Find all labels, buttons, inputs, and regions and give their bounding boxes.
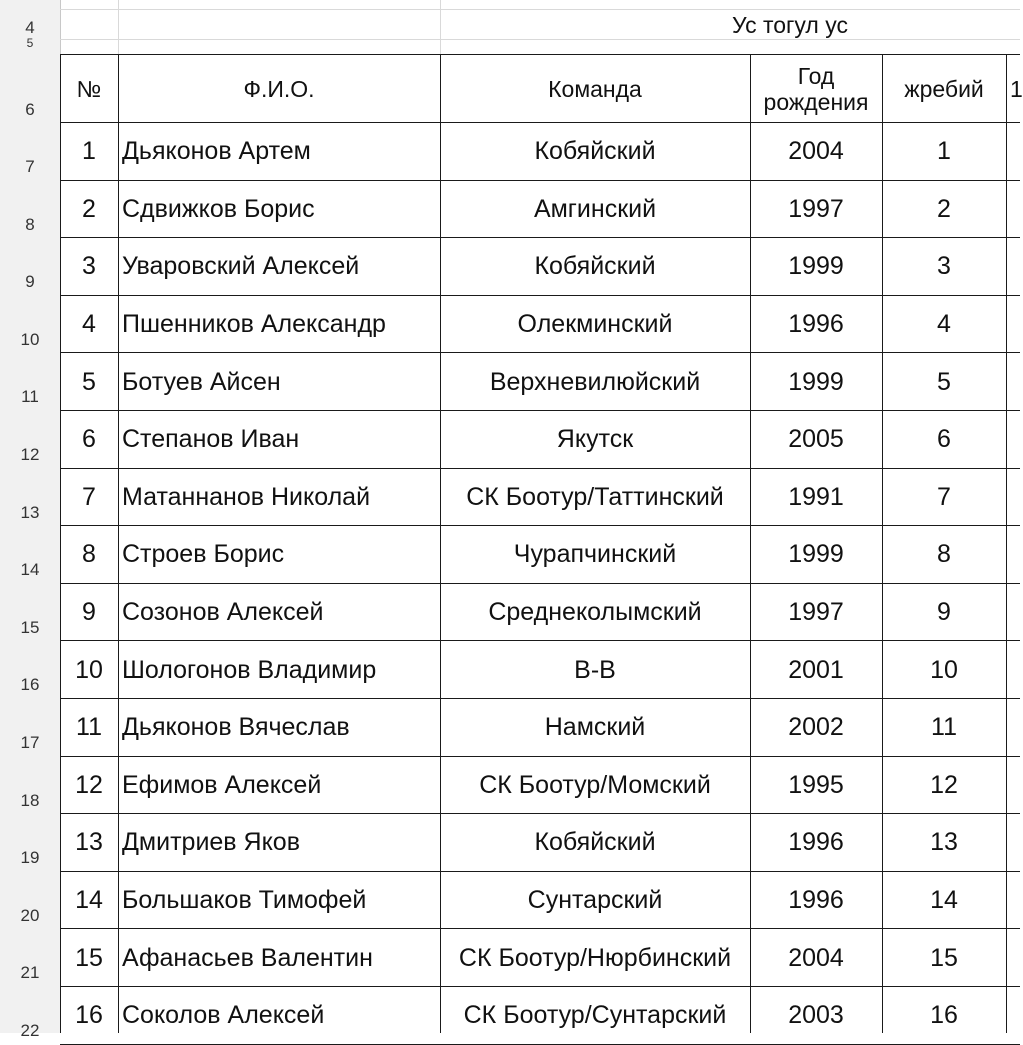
grid-line: [60, 813, 1020, 814]
cell-birth-year[interactable]: 2005: [788, 425, 844, 454]
cell-number[interactable]: 12: [75, 770, 103, 799]
cell-number[interactable]: 8: [82, 540, 96, 569]
cell-lot[interactable]: 11: [931, 713, 957, 742]
cell-number[interactable]: 16: [75, 1001, 103, 1030]
cell-lot[interactable]: 8: [937, 540, 951, 569]
cell-lot[interactable]: 16: [930, 1001, 958, 1030]
row-number-label[interactable]: 8: [25, 214, 35, 234]
cell-full-name[interactable]: Матаннанов Николай: [122, 482, 371, 511]
cell-team[interactable]: Кобяйский: [534, 252, 656, 281]
grid-line: [60, 871, 1020, 872]
cell-number[interactable]: 7: [82, 482, 96, 511]
grid-line: [60, 237, 1020, 238]
row-number-label[interactable]: 4: [25, 18, 35, 37]
cell-team[interactable]: СК Боотур/Нюрбинский: [458, 943, 732, 972]
row-number-label[interactable]: 16: [20, 675, 40, 695]
grid-line: [60, 928, 1020, 929]
cell-full-name[interactable]: Уваровский Алексей: [122, 252, 360, 281]
cell-birth-year[interactable]: 1999: [788, 540, 844, 569]
cell-full-name[interactable]: Созонов Алексей: [122, 598, 324, 627]
cell-full-name[interactable]: Шологонов Владимир: [122, 655, 377, 684]
row-number-label[interactable]: 22: [20, 1021, 40, 1040]
cell-team[interactable]: СК Боотур/Таттинский: [466, 482, 724, 511]
cell-team[interactable]: СК Боотур/Сунтарский: [463, 1001, 727, 1030]
header-birth-year-line1: Год: [797, 62, 835, 89]
cell-lot[interactable]: 9: [937, 598, 951, 627]
cell-number[interactable]: 6: [82, 425, 96, 454]
cell-birth-year[interactable]: 1995: [788, 770, 844, 799]
cell-birth-year[interactable]: 1999: [788, 367, 844, 396]
cell-team[interactable]: Кобяйский: [534, 137, 656, 166]
row-number-label[interactable]: 19: [20, 848, 40, 868]
cell-full-name[interactable]: Сдвижков Борис: [122, 194, 315, 223]
cell-full-name[interactable]: Ботуев Айсен: [122, 367, 281, 396]
sheet-title-cell[interactable]: Ус тогул ус: [732, 11, 848, 38]
cell-birth-year[interactable]: 1999: [788, 252, 844, 281]
cell-lot[interactable]: 10: [930, 655, 958, 684]
header-birth-year-line2: рождения: [763, 88, 869, 115]
cell-full-name[interactable]: Соколов Алексей: [122, 1001, 325, 1030]
grid-line: [60, 583, 1020, 584]
cell-number[interactable]: 4: [82, 310, 96, 339]
cell-team[interactable]: Олекминский: [517, 310, 673, 339]
cell-lot[interactable]: 3: [937, 252, 951, 281]
cell-team[interactable]: Верхневилюйский: [489, 367, 701, 396]
grid-line: [440, 0, 441, 54]
cell-lot[interactable]: 5: [937, 367, 951, 396]
grid-line: [60, 986, 1020, 987]
row-number-label[interactable]: 13: [20, 502, 40, 522]
cell-number[interactable]: 3: [82, 252, 96, 281]
cell-full-name[interactable]: Дьяконов Артем: [122, 137, 311, 166]
row-number-label[interactable]: 15: [20, 617, 40, 637]
cell-number[interactable]: 15: [75, 943, 103, 972]
cell-birth-year[interactable]: 1996: [788, 828, 844, 857]
cell-full-name[interactable]: Строев Борис: [122, 540, 285, 569]
row-number-label[interactable]: 7: [25, 157, 35, 176]
cell-birth-year[interactable]: 2001: [788, 655, 844, 684]
cell-full-name[interactable]: Степанов Иван: [122, 425, 300, 454]
grid-line: [60, 122, 1020, 123]
row-number-label[interactable]: 11: [21, 387, 39, 407]
cell-full-name[interactable]: Большаков Тимофей: [122, 886, 367, 915]
row-number-label[interactable]: 12: [20, 445, 40, 464]
grid-line: [118, 54, 119, 1033]
header-lot[interactable]: жребий: [904, 75, 984, 102]
header-birth-year[interactable]: [750, 55, 882, 122]
row-header-column: [0, 0, 61, 1040]
cell-birth-year[interactable]: 2003: [788, 1001, 844, 1030]
header-team[interactable]: Команда: [548, 75, 642, 102]
cell-full-name[interactable]: Пшенников Александр: [122, 310, 386, 339]
grid-line: [60, 468, 1020, 469]
cell-full-name[interactable]: Дьяконов Вячеслав: [122, 713, 350, 742]
grid-line: [440, 54, 441, 1033]
grid-line: [60, 9, 1020, 10]
cell-birth-year[interactable]: 2002: [788, 713, 844, 742]
cell-lot[interactable]: 1: [937, 137, 951, 166]
cell-team[interactable]: Среднеколымский: [488, 598, 702, 627]
cell-team[interactable]: В-В: [574, 655, 616, 684]
cell-full-name[interactable]: Ефимов Алексей: [122, 770, 322, 799]
cell-birth-year[interactable]: 1991: [788, 482, 844, 511]
cell-lot[interactable]: 15: [930, 943, 958, 972]
cell-team[interactable]: Намский: [544, 713, 646, 742]
cell-team[interactable]: Сунтарский: [527, 886, 663, 915]
row-number-label[interactable]: 5: [26, 36, 34, 50]
cell-lot[interactable]: 4: [937, 310, 951, 339]
cell-number[interactable]: 14: [75, 886, 103, 915]
cell-team[interactable]: Якутск: [556, 425, 634, 454]
header-number[interactable]: №: [76, 75, 102, 102]
grid-line: [60, 39, 1020, 40]
cell-number[interactable]: 9: [82, 598, 96, 627]
grid-line: [60, 410, 1020, 411]
cell-lot[interactable]: 6: [937, 425, 951, 454]
cell-full-name[interactable]: Афанасьев Валентин: [122, 943, 373, 972]
grid-line: [60, 698, 1020, 699]
grid-line: [882, 54, 883, 1033]
cell-birth-year[interactable]: 2004: [788, 943, 844, 972]
cell-number[interactable]: 11: [76, 713, 102, 742]
cell-team[interactable]: Кобяйский: [534, 828, 656, 857]
grid-line: [1006, 54, 1007, 1033]
cell-lot[interactable]: 7: [937, 482, 951, 511]
grid-line: [60, 180, 1020, 181]
cell-number[interactable]: 1: [82, 137, 96, 166]
grid-line: [750, 54, 751, 1033]
cell-number[interactable]: 2: [82, 194, 96, 223]
cell-birth-year[interactable]: 2004: [788, 137, 844, 166]
grid-line: [60, 54, 61, 1033]
grid-line: [60, 756, 1020, 757]
cell-team[interactable]: Амгинский: [533, 194, 657, 223]
cell-team[interactable]: СК Боотур/Момский: [479, 770, 711, 799]
cell-full-name[interactable]: Дмитриев Яков: [122, 828, 300, 857]
grid-line: [60, 54, 1020, 55]
row-number-label[interactable]: 6: [25, 100, 35, 119]
grid-line: [60, 640, 1020, 641]
row-number-label[interactable]: 17: [20, 733, 40, 752]
grid-line: [118, 0, 119, 54]
cell-number[interactable]: 5: [82, 367, 96, 396]
header-full-name[interactable]: Ф.И.О.: [243, 75, 315, 102]
row-number-label[interactable]: 21: [20, 963, 40, 983]
grid-line: [60, 295, 1020, 296]
cell-birth-year[interactable]: 1996: [788, 886, 844, 915]
cell-lot[interactable]: 13: [930, 828, 958, 857]
row-number-label[interactable]: 18: [20, 790, 40, 810]
cell-birth-year[interactable]: 1997: [788, 598, 844, 627]
cell-number[interactable]: 10: [75, 655, 103, 684]
header-extra-column[interactable]: 1: [1010, 75, 1023, 102]
cell-lot[interactable]: 14: [930, 886, 958, 915]
cell-number[interactable]: 13: [75, 828, 103, 857]
row-number-label[interactable]: 10: [20, 329, 40, 349]
cell-lot[interactable]: 2: [937, 194, 951, 223]
cell-birth-year[interactable]: 1996: [788, 310, 844, 339]
row-number-label[interactable]: 9: [25, 272, 35, 292]
grid-line: [60, 525, 1020, 526]
grid-line: [60, 352, 1020, 353]
cell-team[interactable]: Чурапчинский: [513, 540, 677, 569]
cell-lot[interactable]: 12: [930, 770, 958, 799]
row-number-label[interactable]: 14: [20, 560, 40, 580]
cell-birth-year[interactable]: 1997: [788, 194, 844, 223]
row-number-label[interactable]: 20: [20, 905, 40, 925]
